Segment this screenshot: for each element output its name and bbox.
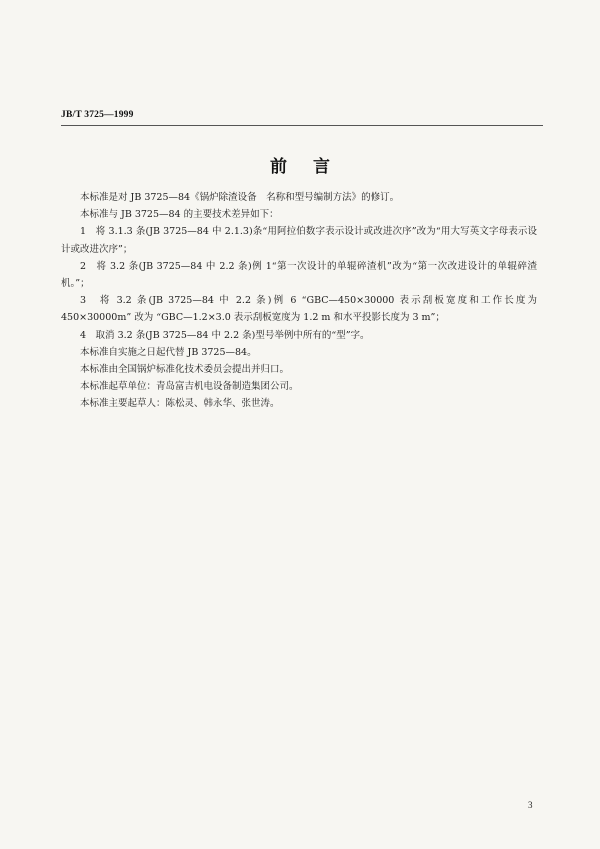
paragraph-intro: 本标准是对 JB 3725—84《锅炉除渣设备 名称和型号编制方法》的修订。 xyxy=(80,192,400,203)
paragraph-item-2: 2 将 3.2 条(JB 3725—84 中 2.2 条)例 1“第一次设计的单辊碎渣机”改为“第一次改进设计的单辊碎渣机。”； xyxy=(61,260,537,290)
preface-body xyxy=(61,189,537,413)
page-title: 前言 xyxy=(270,157,356,177)
paragraph-differences: 本标准与 JB 3725—84 的主要技术差异如下： xyxy=(80,209,279,221)
paragraph-item-3: 3 将 3.2 条(JB 3725—84 中 2.2 条)例 6 “GBC—450×30000 表示刮板宽度和工作长度为 450×30000m” 改为 “GBC—1.2×3.0 表示刮板宽度为 1.2 m 和水平投影长度为 3 m”； xyxy=(61,295,537,324)
paragraph-drafting-unit: 本标准起草单位：青岛富吉机电设备制造集团公司。 xyxy=(80,381,299,393)
paragraph-item-4: 4 取消 3.2 条(JB 3725—84 中 2.2 条)型号举例中所有的“型”字。 xyxy=(80,329,370,341)
page-number: 3 xyxy=(528,800,533,810)
standard-code: JB/T 3725—1999 xyxy=(61,110,134,120)
paragraph-item-1: 1 将 3.1.3 条(JB 3725—84 中 2.1.3)条“用阿拉伯数字表示设计或改进次序”改为“用大写英文字母表示设计或改进次序”； xyxy=(61,226,537,255)
header-rule xyxy=(61,125,543,126)
paragraph-drafters: 本标准主要起草人：陈松灵、韩永华、张世涛。 xyxy=(80,398,280,410)
paragraph-proposer: 本标准由全国锅炉标准化技术委员会提出并归口。 xyxy=(80,364,290,376)
paragraph-replaces: 本标准自实施之日起代替 JB 3725—84。 xyxy=(80,346,257,358)
